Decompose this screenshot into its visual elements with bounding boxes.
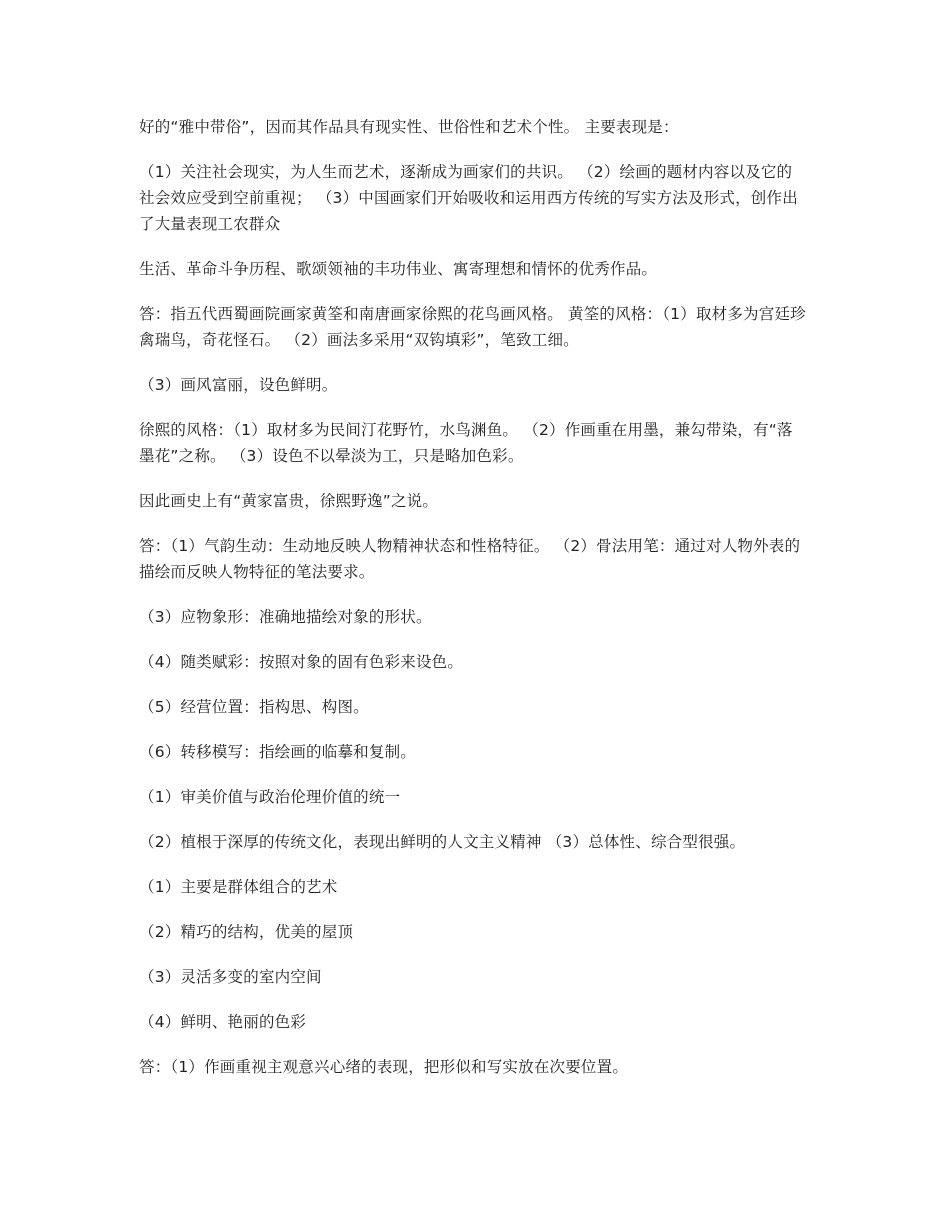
paragraph-8: 答：（1）气韵生动：生动地反映人物精神状态和性格特征。 （2）骨法用笔：通过对人物外表的描绘而反映人物特征的笔法要求。 — [139, 537, 801, 581]
paragraph-5: （3）画风富丽，设色鲜明。 — [139, 376, 338, 394]
paragraph-16: （2）精巧的结构，优美的屋顶 — [139, 923, 354, 941]
paragraph-4: 答：指五代西蜀画院画家黄筌和南唐画家徐熙的花鸟画风格。 黄筌的风格：（1）取材多为宫廷珍禽瑞鸟，奇花怪石。 （2）画法多采用“双钩填彩”，笔致工细。 — [139, 305, 806, 349]
paragraph-3: 生活、革命斗争历程、歌颂领袖的丰功伟业、寓寄理想和情怀的优秀作品。 — [139, 260, 658, 278]
paragraph-17: （3）灵活多变的室内空间 — [139, 968, 322, 986]
paragraph-19: 答：（1）作画重视主观意兴心绪的表现，把形似和写实放在次要位置。 — [139, 1058, 629, 1076]
paragraph-7: 因此画史上有“黄家富贵，徐熙野逸”之说。 — [139, 492, 439, 510]
paragraph-1: 好的“雅中带俗”，因而其作品具有现实性、世俗性和艺术个性。 主要表现是： — [139, 118, 679, 136]
paragraph-11: （5）经营位置：指构思、构图。 — [139, 698, 369, 716]
paragraph-2: （1）关注社会现实，为人生而艺术，逐渐成为画家们的共识。 （2）绘画的题材内容以及它的社会效应受到空前重视； （3）中国画家们开始吸收和运用西方传统的写实方法及形式，创作出了大量表现工农群众 — [139, 163, 798, 233]
paragraph-18: （4）鲜明、艳丽的色彩 — [139, 1013, 307, 1031]
paragraph-10: （4）随类赋彩：按照对象的固有色彩来设色。 — [139, 653, 464, 671]
paragraph-9: （3）应物象形：准确地描绘对象的形状。 — [139, 608, 432, 626]
document-body — [139, 114, 807, 1099]
paragraph-13: （1）审美价值与政治伦理价值的统一 — [139, 788, 401, 806]
paragraph-15: （1）主要是群体组合的艺术 — [139, 878, 338, 896]
paragraph-12: （6）转移模写：指绘画的临摹和复制。 — [139, 743, 416, 761]
paragraph-14: （2）植根于深厚的传统文化，表现出鲜明的人文主义精神 （3）总体性、综合型很强。 — [139, 833, 746, 851]
paragraph-6: 徐熙的风格：（1）取材多为民间汀花野竹，水鸟渊鱼。 （2）作画重在用墨，兼勾带染，有“落墨花”之称。 （3）设色不以晕淡为工，只是略加色彩。 — [139, 421, 793, 465]
